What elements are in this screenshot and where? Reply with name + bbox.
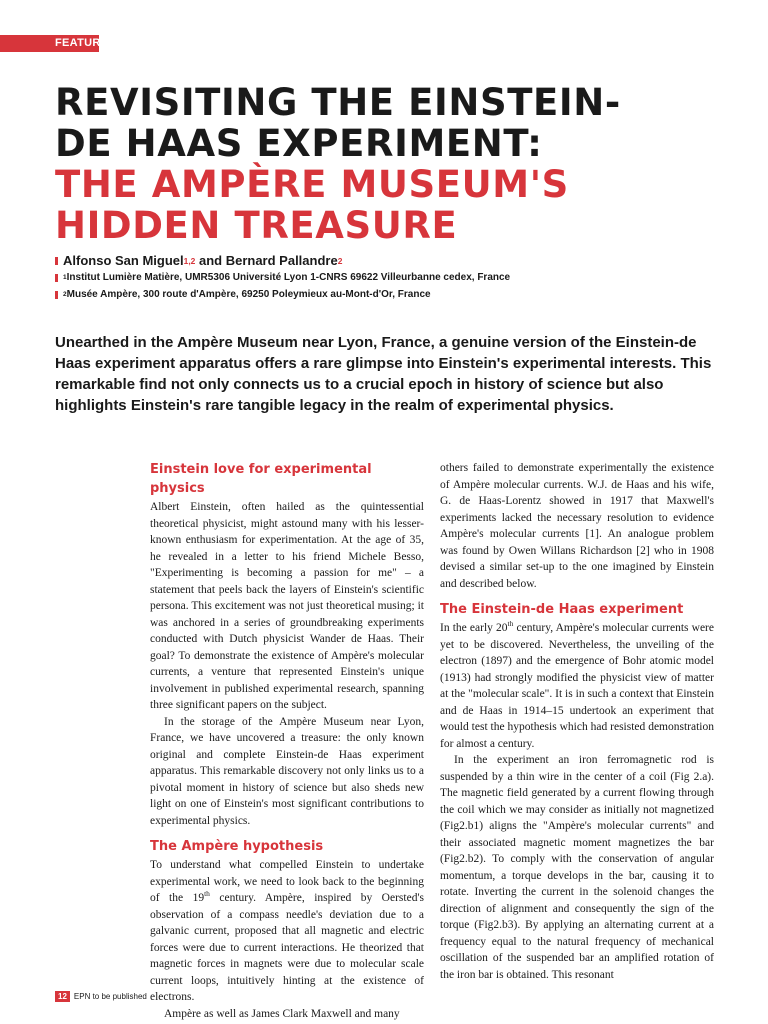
affiliation-2-text: Musée Ampère, 300 route d'Ampère, 69250 Poleymieux au-Mont-d'Or, France: [66, 289, 431, 300]
bullet-marker: [55, 274, 58, 282]
affiliation-2: 2 Musée Ampère, 300 route d'Ampère, 69250 Poleymieux au-Mont-d'Or, France: [55, 286, 735, 303]
ordinal-suffix: th: [507, 619, 514, 629]
author-line: Alfonso San Miguel 1,2 and Bernard Pallandre 2: [55, 252, 735, 269]
bullet-marker: [55, 257, 58, 265]
author-block: [55, 252, 735, 303]
page-number: 12: [55, 991, 70, 1002]
title-line-1: REVISITING THE EINSTEIN-: [55, 81, 621, 124]
section-heading-experimental-physics: Einstein love for experimental physics: [150, 462, 372, 496]
paragraph-text: century. Ampère, inspired by Oersted's observation of a compass needle's deviation due to a galvanic current, proposed that all magnetic and electric forces were due to current interactions. He theorized that magnetic forces in magnets were due to molecular scale current loops, intuitively hinting at the existence of electrons.: [150, 892, 424, 1003]
title-line-4: HIDDEN TREASURE: [55, 204, 458, 247]
section-heading-ampere-hypothesis: The Ampère hypothesis: [150, 839, 324, 854]
title-line-2: DE HAAS EXPERIMENT:: [55, 122, 543, 165]
affiliation-1-text: Institut Lumière Matière, UMR5306 Université Lyon 1-CNRS 69622 Villeurbanne cedex, France: [66, 272, 511, 283]
title-line-3: THE AMPÈRE MUSEUM'S: [55, 163, 569, 206]
paragraph: Albert Einstein, often hailed as the quintessential theoretical physicist, might astound many with his lesser-known enthusiasm for experimentation. At the age of 35, he revealed in a letter to his friend Michele Besso, "Experimenting is becoming a passion for me" – a statement that peels back the layers of Einstein's scientific persona. This excitement was not just theoretical musing; it was anchored in a series of groundbreaking experiments conducted with Dutch physicist Wander de Haas. Their goal? To demonstrate the existence of Ampère's molecular currents, a venture that represented Einstein's unique involvement in published experimental research, spanning three significant papers on the subject.: [150, 501, 424, 711]
ordinal-suffix: th: [204, 889, 210, 899]
author-2: Bernard Pallandre: [225, 253, 338, 268]
article-title: [55, 82, 735, 246]
left-column: [150, 460, 424, 1022]
paragraph: [440, 620, 714, 752]
bullet-marker: [55, 291, 58, 299]
author-1: Alfonso San Miguel: [63, 253, 184, 268]
paragraph-text: In the early 20: [440, 622, 508, 634]
author-conjunction: and: [195, 253, 226, 268]
right-column: [440, 460, 714, 983]
paragraph: others failed to demonstrate experimentally the existence of Ampère molecular currents. W.J. de Haas and his wife, G. de Haas-Lorentz showed in 1917 that Maxwell's experiments lacked the necessary resolution to evidence Ampère's molecular currents [1]. An analogue problem was found by Owen Willans Richardson [2] who in 1908 devised a similar set-up to the one imagined by Einstein and described below.: [440, 462, 714, 590]
paragraph: In the storage of the Ampère Museum near Lyon, France, we have uncovered a treasure: the only known original and complete Einstein-de Haas experiment apparatus. This remarkable discovery not only links us to a pivotal moment in history of science but also sheds new light on one of Einstein's most significant contributions to experimental physics.: [150, 715, 424, 827]
paragraph: [150, 857, 424, 1006]
affiliation-1: 1 Institut Lumière Matière, UMR5306 Université Lyon 1-CNRS 69622 Villeurbanne cedex, France: [55, 269, 735, 286]
section-tag: FEATURES: [0, 35, 99, 52]
abstract: Unearthed in the Ampère Museum near Lyon, France, a genuine version of the Einstein-de Haas experiment apparatus offers a rare glimpse into Einstein's experimental interests. This remarkable find not only connects us to a crucial epoch in history of science but also highlights Einstein's rare tangible legacy in the realm of experimental physics.: [55, 334, 712, 414]
paragraph-text: To understand what compelled Einstein to undertake experimental work, we need to look back to the beginning of the 19: [150, 859, 424, 904]
page-footer: [55, 991, 147, 1002]
section-heading-einstein-de-haas: The Einstein-de Haas experiment: [440, 602, 684, 617]
paragraph: Ampère as well as James Clark Maxwell and many: [164, 1007, 400, 1020]
paragraph-text: century, Ampère's molecular currents were yet to be discovered. Nevertheless, the unveiling of the electron (1897) and the emergence of Bohr atomic model (1913) had strongly modified the physicist view of matter at the "molecular scale". It is in such a context that Einstein and de Haas in 1914–15 undertook an experiment that would test the hypothesis which had resisted demonstration for almost a century.: [440, 622, 714, 750]
paragraph: In the experiment an iron ferromagnetic rod is suspended by a thin wire in the center of a coil (Fig 2.a). The magnetic field generated by a current flowing through the coil which we may consider as initially not magnetized (Fig2.b1) aligns the "Ampère's molecular currents" and their associated magnetic moment magnetizes the bar (Fig2.b2). To comply with the conservation of angular momentum, a torque develops in the bar, causing it to rotate. Inverting the current in the solenoid changes the direction of alignment and consequently the sign of the torque (Fig2.b3). By applying an alternating current at a frequency equal to the natural frequency of mechanical oscillation of the suspended bar an amplified rotation of the iron bar is obtained. This resonant: [440, 754, 714, 981]
footer-text: EPN to be published: [73, 992, 147, 1001]
